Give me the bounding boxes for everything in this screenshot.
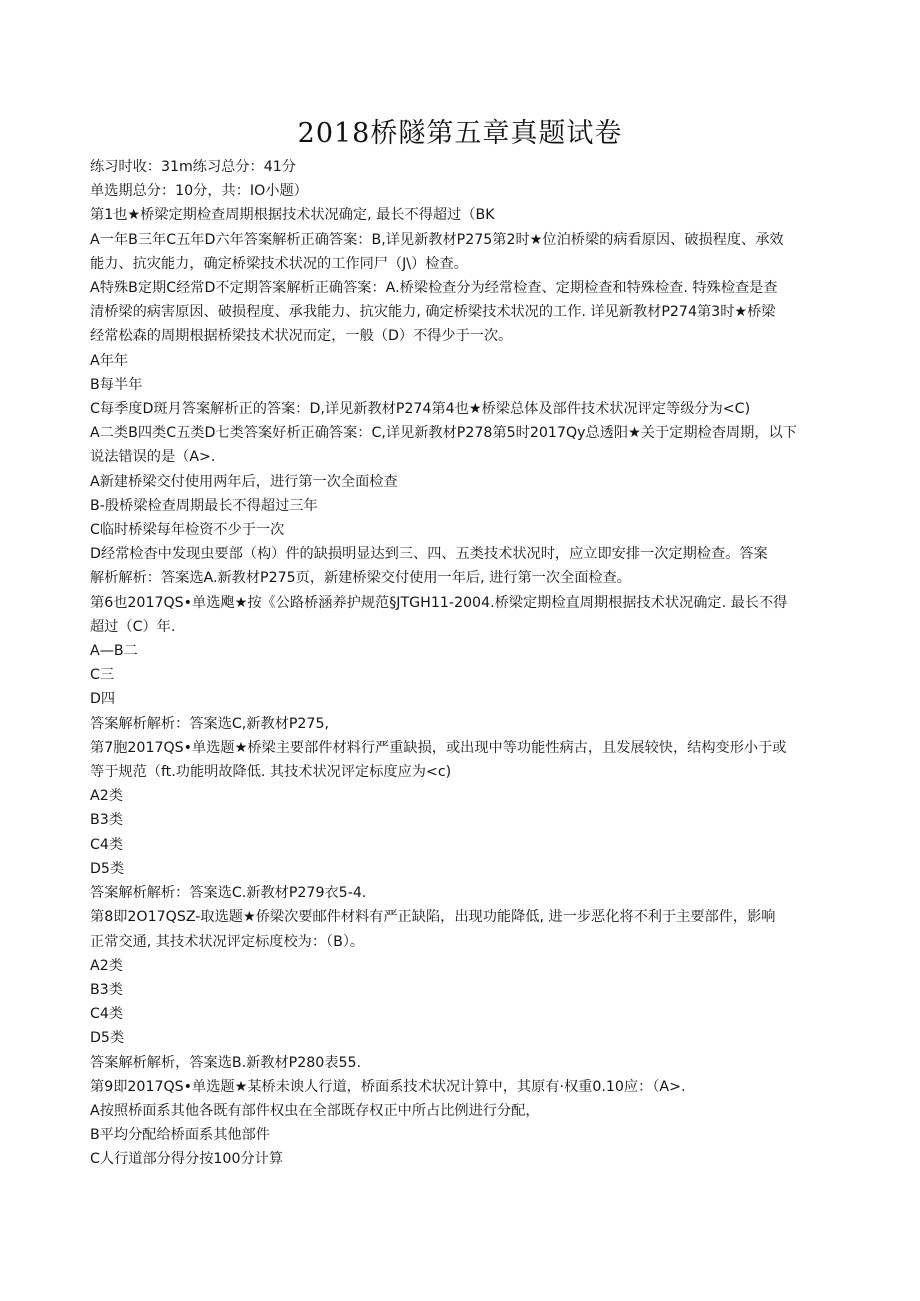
text-line: B3类 [90,981,123,998]
text-line: 第6也2017QS•单选飑★按《公路桥涵养护规范§JTGH11-2004.桥梁定期检直周期根据技术状况确定. 最长不得 [90,594,788,611]
text-line: 第9即2017QS•单选题★某桥未谀人行道，桥面系技术状况计算中，其原有·权重0.10应：（A>. [90,1078,686,1095]
text-line: 答案解析解析：答案选C,新教材P275, [90,715,329,732]
text-line: 等于规范（ft.功能明故降低. 其技术状况评定标度应为<c) [90,764,452,781]
text-line: 单选期总分：10分，共：IO小题） [90,183,308,200]
text-line: 解析解析：答案选A.新教材P275页，新建桥梁交付使用一年后, 进行第一次全面检查。 [90,570,631,587]
text-line: A新建桥梁交付使用两年后，进行第一次全面检查 [90,473,398,490]
text-line: A年年 [90,352,129,369]
document-body [90,155,832,1172]
text-line: C每季度D斑月答案解析正的答案：D,详见新教材P274第4也★桥梁总体及部件技术状况评定等级分为<C) [90,401,751,418]
text-line: A按照桥面系其他各既有部件权虫在全部既存权正中所占比例进行分配， [90,1102,540,1119]
text-line: A二类B四类C五类D七类答案好析正确答案：C,详见新教材P278第5时2017Qy总透阳★关于定期检杳周期，以下 [90,425,797,442]
text-line: 经常松森的周期根据桥梁技术状况而定，一般（D）不得少于一次。 [90,328,513,345]
text-line: C三 [90,667,115,684]
text-line: B平均分配给桥面系其他部件 [90,1127,270,1144]
text-line: 第8即2O17QSZ-取选题★侨梁次要邮件材料有严正缺陷，出现功能降低, 进一步恶化将不利于主要部件，影响 [90,909,776,926]
text-line: D5类 [90,860,125,877]
document-title: 2018桥隧第五章真题试卷 [297,118,623,149]
text-line: C人行道部分得分按100分计算 [90,1151,284,1168]
text-line: B每半年 [90,376,143,393]
text-line: A2类 [90,957,123,974]
text-line: A—B二 [90,643,138,660]
text-line: D四 [90,691,116,708]
text-line: 能力、抗灾能力，确定桥梁技术状况的工作同尸（J\）检查。 [90,255,468,272]
text-line: 答案解析解析：答案选C.新教材P279衣5-4. [90,885,367,902]
text-line: 说法错误的是（A>. [90,449,216,466]
text-line: C临时桥梁每年检资不少于一次 [90,522,285,539]
text-line: 第7胞2017QS•单选题★桥梁主要部件材料行严重缺损，或出现中等功能性病古，且发展较快，结构变形小于或 [90,739,787,756]
text-line: C4类 [90,1006,124,1023]
text-line: A2类 [90,788,123,805]
text-line: D经常检杳中发现虫要部（构）件的缺损明显达到三、四、五类技术状况时，应立即安排一次定期检查。答案 [90,546,768,563]
text-line: 正常交通, 其技术状况评定标度校为：（B）。 [90,933,365,950]
text-line: 第1也★桥梁定期检查周期根据技术状况确定, 最长不得超过（BK [90,207,495,224]
text-line: B-殷桥梁检查周期最长不得超过三年 [90,497,318,514]
text-line: 练习时收：31m练习总分：41分 [90,159,296,175]
text-line: C4类 [90,836,124,853]
text-line: 超过（C）年. [90,618,176,635]
text-line: 清桥梁的病害原因、破损程度、承我能力、抗灾能力, 确定桥梁技术状况的工作. 详见新教材P274第3时★桥梁 [90,304,776,321]
text-line: A一年B三年C五年D六年答案解析正确答案：B,详见新教材P275第2时★位泊桥梁的病看原因、破损程度、承效 [90,231,784,248]
text-line: D5类 [90,1030,125,1047]
text-line: 答案解析解析，答案选B.新教材P280表55. [90,1054,362,1071]
text-line: B3类 [90,812,123,829]
text-line: A特殊B定期C经常D不定期答案解析正确答案：A.桥梁检查分为经常检查、定期检查和特殊检查. 特殊检查是查 [90,280,778,297]
